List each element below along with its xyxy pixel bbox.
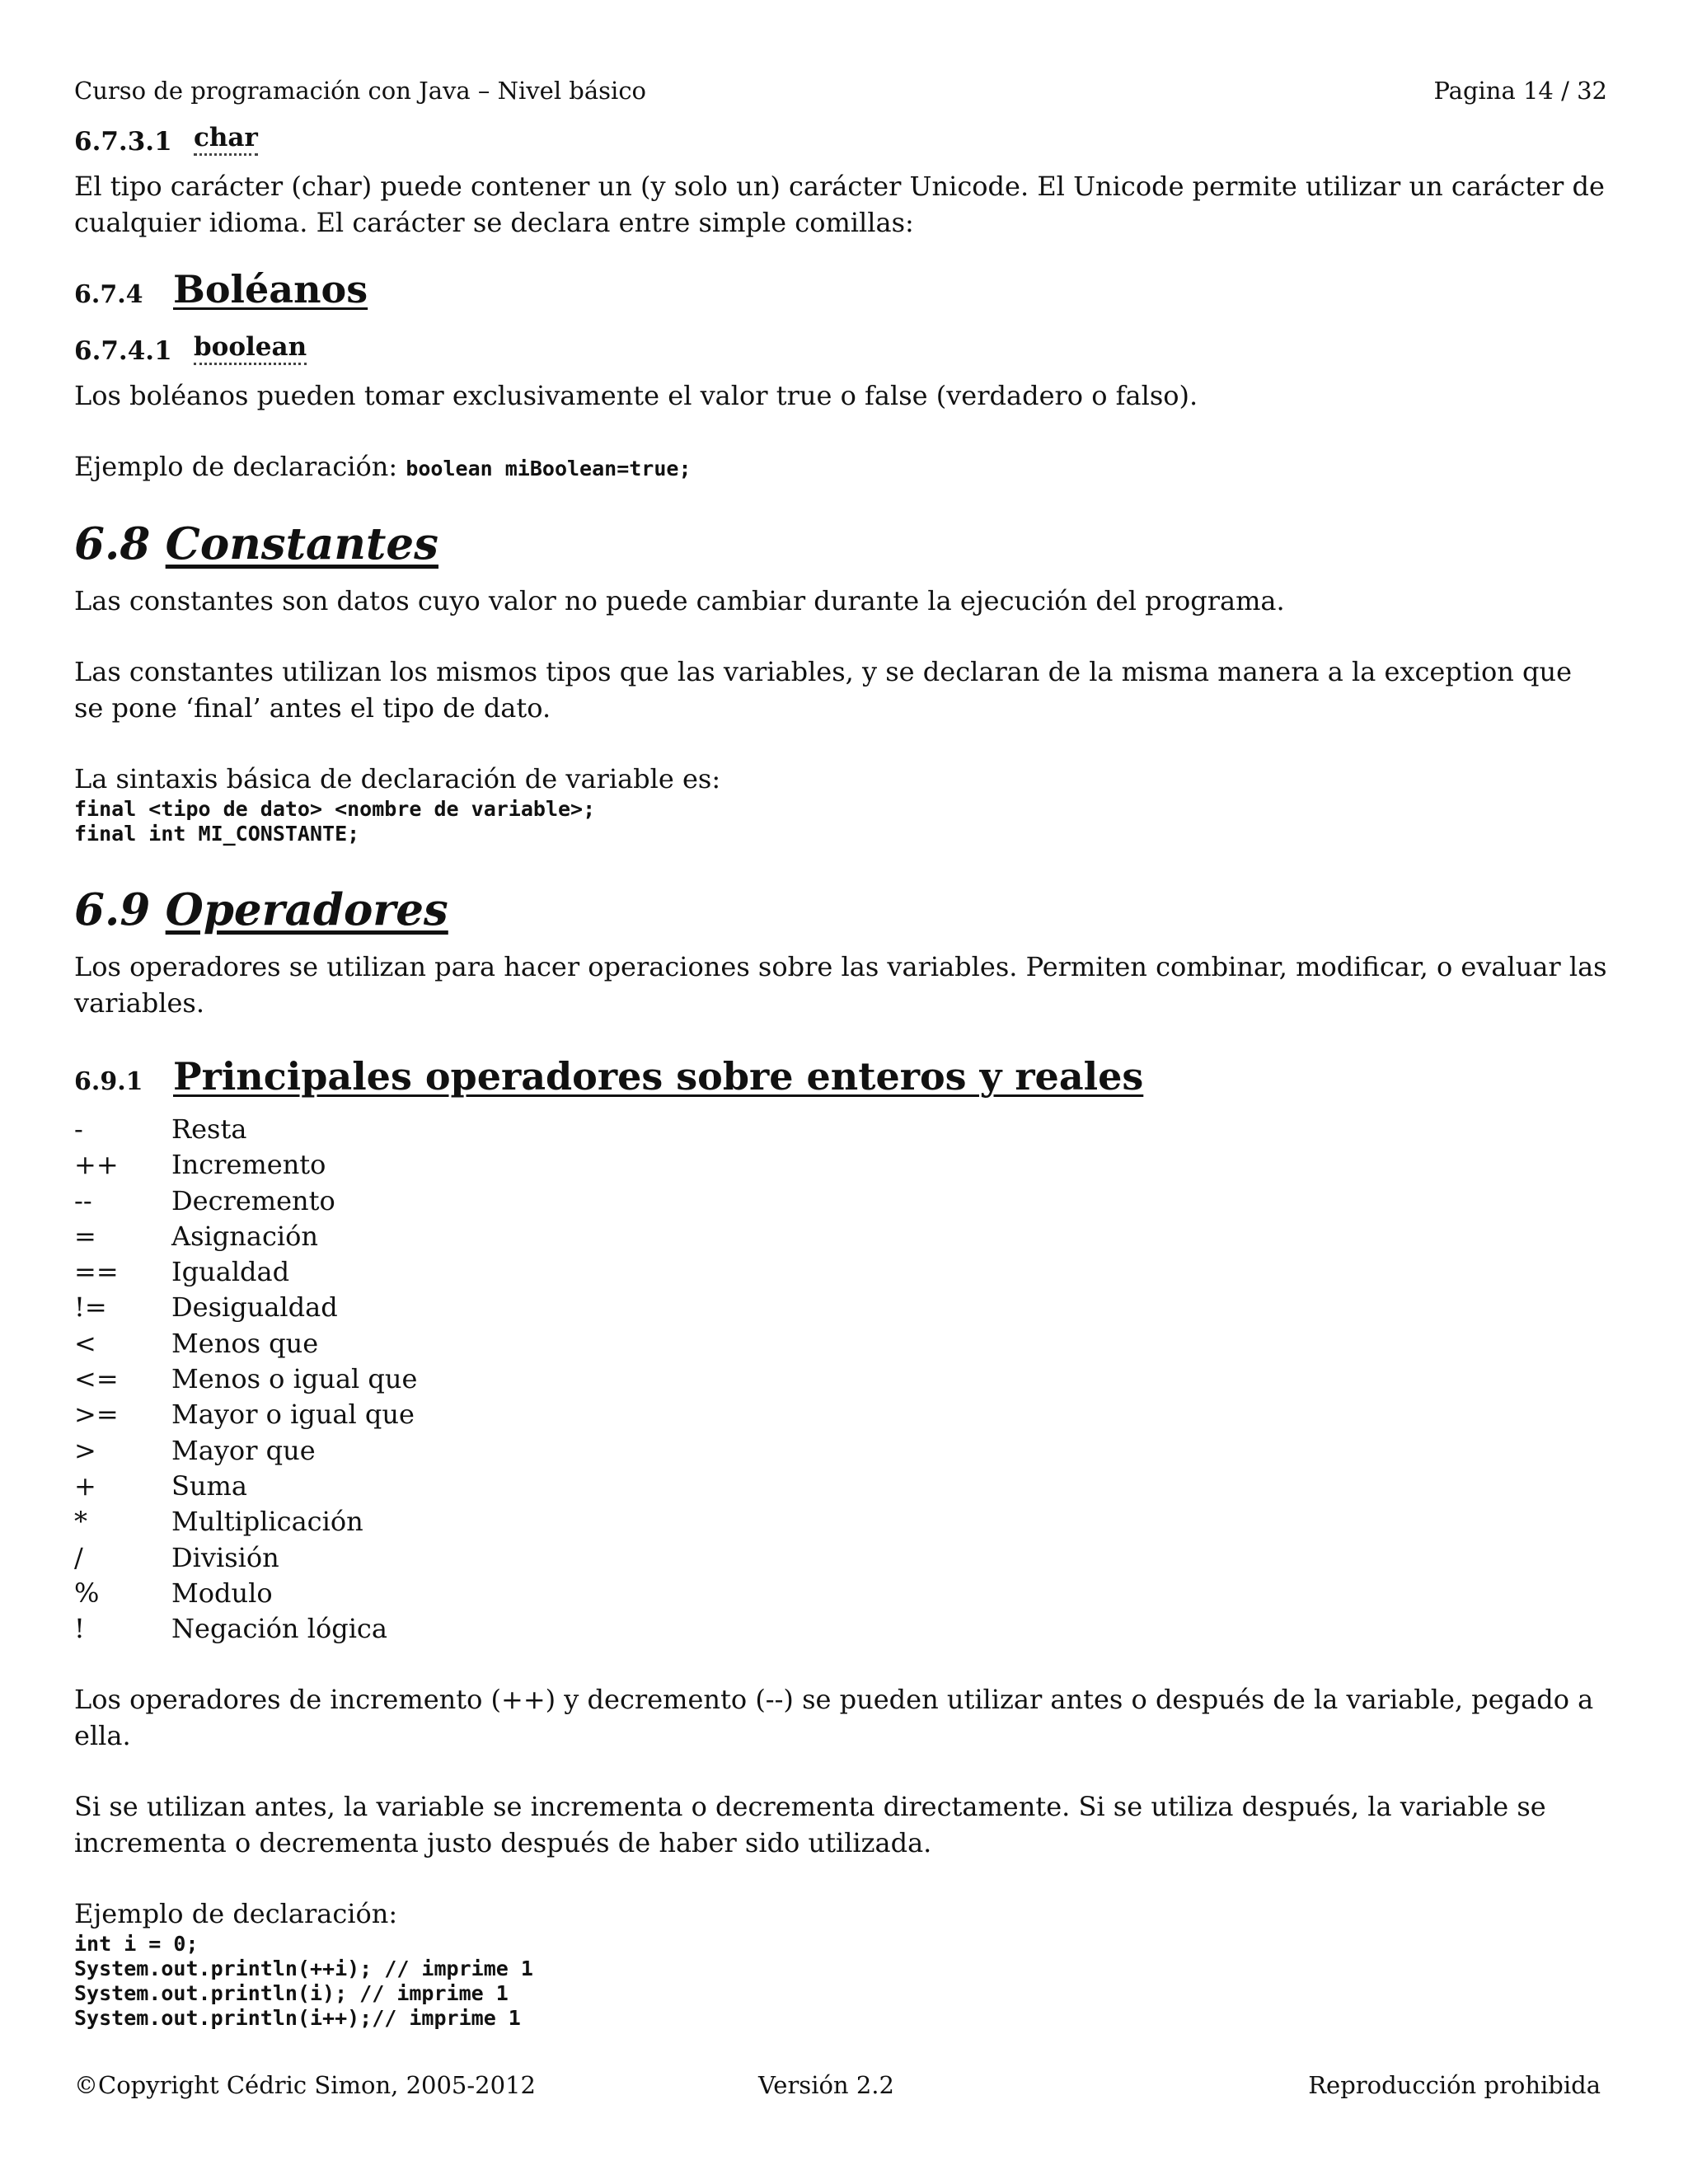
footer-copyright: ©Copyright Cédric Simon, 2005-2012 (74, 2071, 536, 2099)
operator-name: Incremento (171, 1149, 326, 1181)
header-course-title: Curso de programación con Java – Nivel básico (74, 77, 647, 105)
operator-name: División (171, 1541, 279, 1573)
running-header (74, 74, 1607, 107)
heading-title: Boléanos (173, 267, 368, 312)
operator-symbol: == (74, 1256, 119, 1288)
paragraph-incremento: Los operadores de incremento (++) y decremento (--) se pueden utilizar antes o después de la variable, pegado a ella. (74, 1684, 1594, 1752)
heading-number: 6.7.3.1 (74, 127, 172, 157)
operator-name: Mayor o igual que (171, 1399, 415, 1431)
heading-number: 6.9.1 (74, 1067, 143, 1096)
heading-number: 6.9 (74, 884, 151, 935)
heading-6-9-1 (74, 1054, 1607, 1099)
footer-notice: Reproducción prohibida (1308, 2071, 1601, 2099)
heading-6-9 (74, 883, 1607, 937)
heading-6-8 (74, 517, 1607, 571)
heading-title: Principales operadores sobre enteros y reales (173, 1054, 1144, 1099)
operator-symbol: + (74, 1469, 96, 1502)
operator-name: Mayor que (171, 1434, 316, 1466)
operator-symbol: % (74, 1577, 100, 1609)
operator-row (74, 1611, 1607, 1647)
header-page-number: Pagina 14 / 32 (1433, 77, 1607, 105)
operator-name: Asignación (171, 1220, 318, 1252)
operator-row (74, 1469, 1607, 1504)
operator-row (74, 1540, 1607, 1576)
operator-symbol: / (74, 1541, 83, 1573)
operator-name: Negación lógica (171, 1613, 387, 1645)
paragraph-antes-despues: Si se utilizan antes, la variable se incrementa o decrementa directamente. Si se utiliza después, la variable se incrementa o decrementa justo después de haber sido utilizada. (74, 1791, 1546, 1859)
operator-name: Decremento (171, 1184, 335, 1216)
heading-6-7-3-1 (74, 124, 1607, 160)
heading-6-7-4 (74, 267, 1607, 312)
example-code: boolean miBoolean=true; (406, 457, 692, 480)
paragraph-constantes-2: Las constantes utilizan los mismos tipos que las variables, y se declaran de la misma manera a la exception que se pone ‘final’ antes el tipo de dato. (74, 656, 1573, 724)
heading-title: Operadores (165, 884, 448, 935)
heading-6-7-4-1 (74, 333, 1607, 369)
boolean-example (74, 448, 1607, 487)
operator-symbol: ++ (74, 1149, 119, 1181)
operator-row (74, 1112, 1607, 1147)
operator-name: Multiplicación (171, 1506, 363, 1538)
operator-name: Resta (171, 1113, 247, 1145)
paragraph-constantes-3: La sintaxis básica de declaración de variable es: (74, 763, 721, 794)
operator-row (74, 1219, 1607, 1254)
operator-symbol: <= (74, 1363, 119, 1395)
heading-title: Constantes (165, 518, 438, 569)
operator-row (74, 1361, 1607, 1397)
operator-row (74, 1290, 1607, 1325)
operator-symbol: >= (74, 1399, 119, 1431)
operator-row (74, 1254, 1607, 1290)
operator-symbol: != (74, 1291, 107, 1324)
example-label: Ejemplo de declaración: (74, 451, 406, 482)
operator-name: Suma (171, 1469, 247, 1502)
heading-title: boolean (194, 333, 307, 365)
operator-row (74, 1433, 1607, 1469)
operator-symbol: * (74, 1506, 87, 1538)
operator-row (74, 1397, 1607, 1432)
operator-symbol: ! (74, 1613, 85, 1645)
heading-title: char (194, 124, 258, 156)
example-label: Ejemplo de declaración: (74, 1898, 398, 1930)
paragraph-boolean: Los boléanos pueden tomar exclusivamente el valor true o false (verdadero o falso). (74, 380, 1198, 411)
heading-number: 6.7.4.1 (74, 336, 172, 366)
code-block-constantes: final <tipo de dato> <nombre de variable>; final int MI_CONSTANTE; (74, 797, 596, 846)
operator-name: Desigualdad (171, 1291, 338, 1324)
code-block-incremento: int i = 0; System.out.println(++i); // imprime 1 System.out.println(i); // imprime 1 System.out.println(i++);// imprime 1 (74, 1932, 533, 2031)
operator-name: Igualdad (171, 1256, 290, 1288)
operator-row (74, 1504, 1607, 1540)
operator-row (74, 1147, 1607, 1183)
operator-symbol: - (74, 1113, 83, 1145)
footer-version: Versión 2.2 (758, 2071, 894, 2099)
operator-symbol: < (74, 1327, 96, 1359)
running-footer (74, 2069, 1607, 2102)
operator-list (74, 1112, 1607, 1647)
paragraph-operadores: Los operadores se utilizan para hacer operaciones sobre las variables. Permiten combinar, modificar, o evaluar las variables. (74, 951, 1607, 1019)
heading-number: 6.8 (74, 518, 151, 569)
operator-name: Menos que (171, 1327, 319, 1359)
operator-name: Menos o igual que (171, 1363, 418, 1395)
operator-symbol: > (74, 1434, 96, 1466)
operator-symbol: -- (74, 1184, 92, 1216)
paragraph-constantes-1: Las constantes son datos cuyo valor no puede cambiar durante la ejecución del programa. (74, 585, 1285, 616)
operator-name: Modulo (171, 1577, 273, 1609)
operator-symbol: = (74, 1220, 96, 1252)
operator-row (74, 1183, 1607, 1219)
operator-row (74, 1576, 1607, 1611)
paragraph-char: El tipo carácter (char) puede contener un (y solo un) carácter Unicode. El Unicode permite utilizar un carácter de cualquier idioma. El carácter se declara entre simple comillas: (74, 171, 1605, 238)
document-page (74, 74, 1607, 2151)
heading-number: 6.7.4 (74, 280, 143, 309)
operator-row (74, 1326, 1607, 1361)
